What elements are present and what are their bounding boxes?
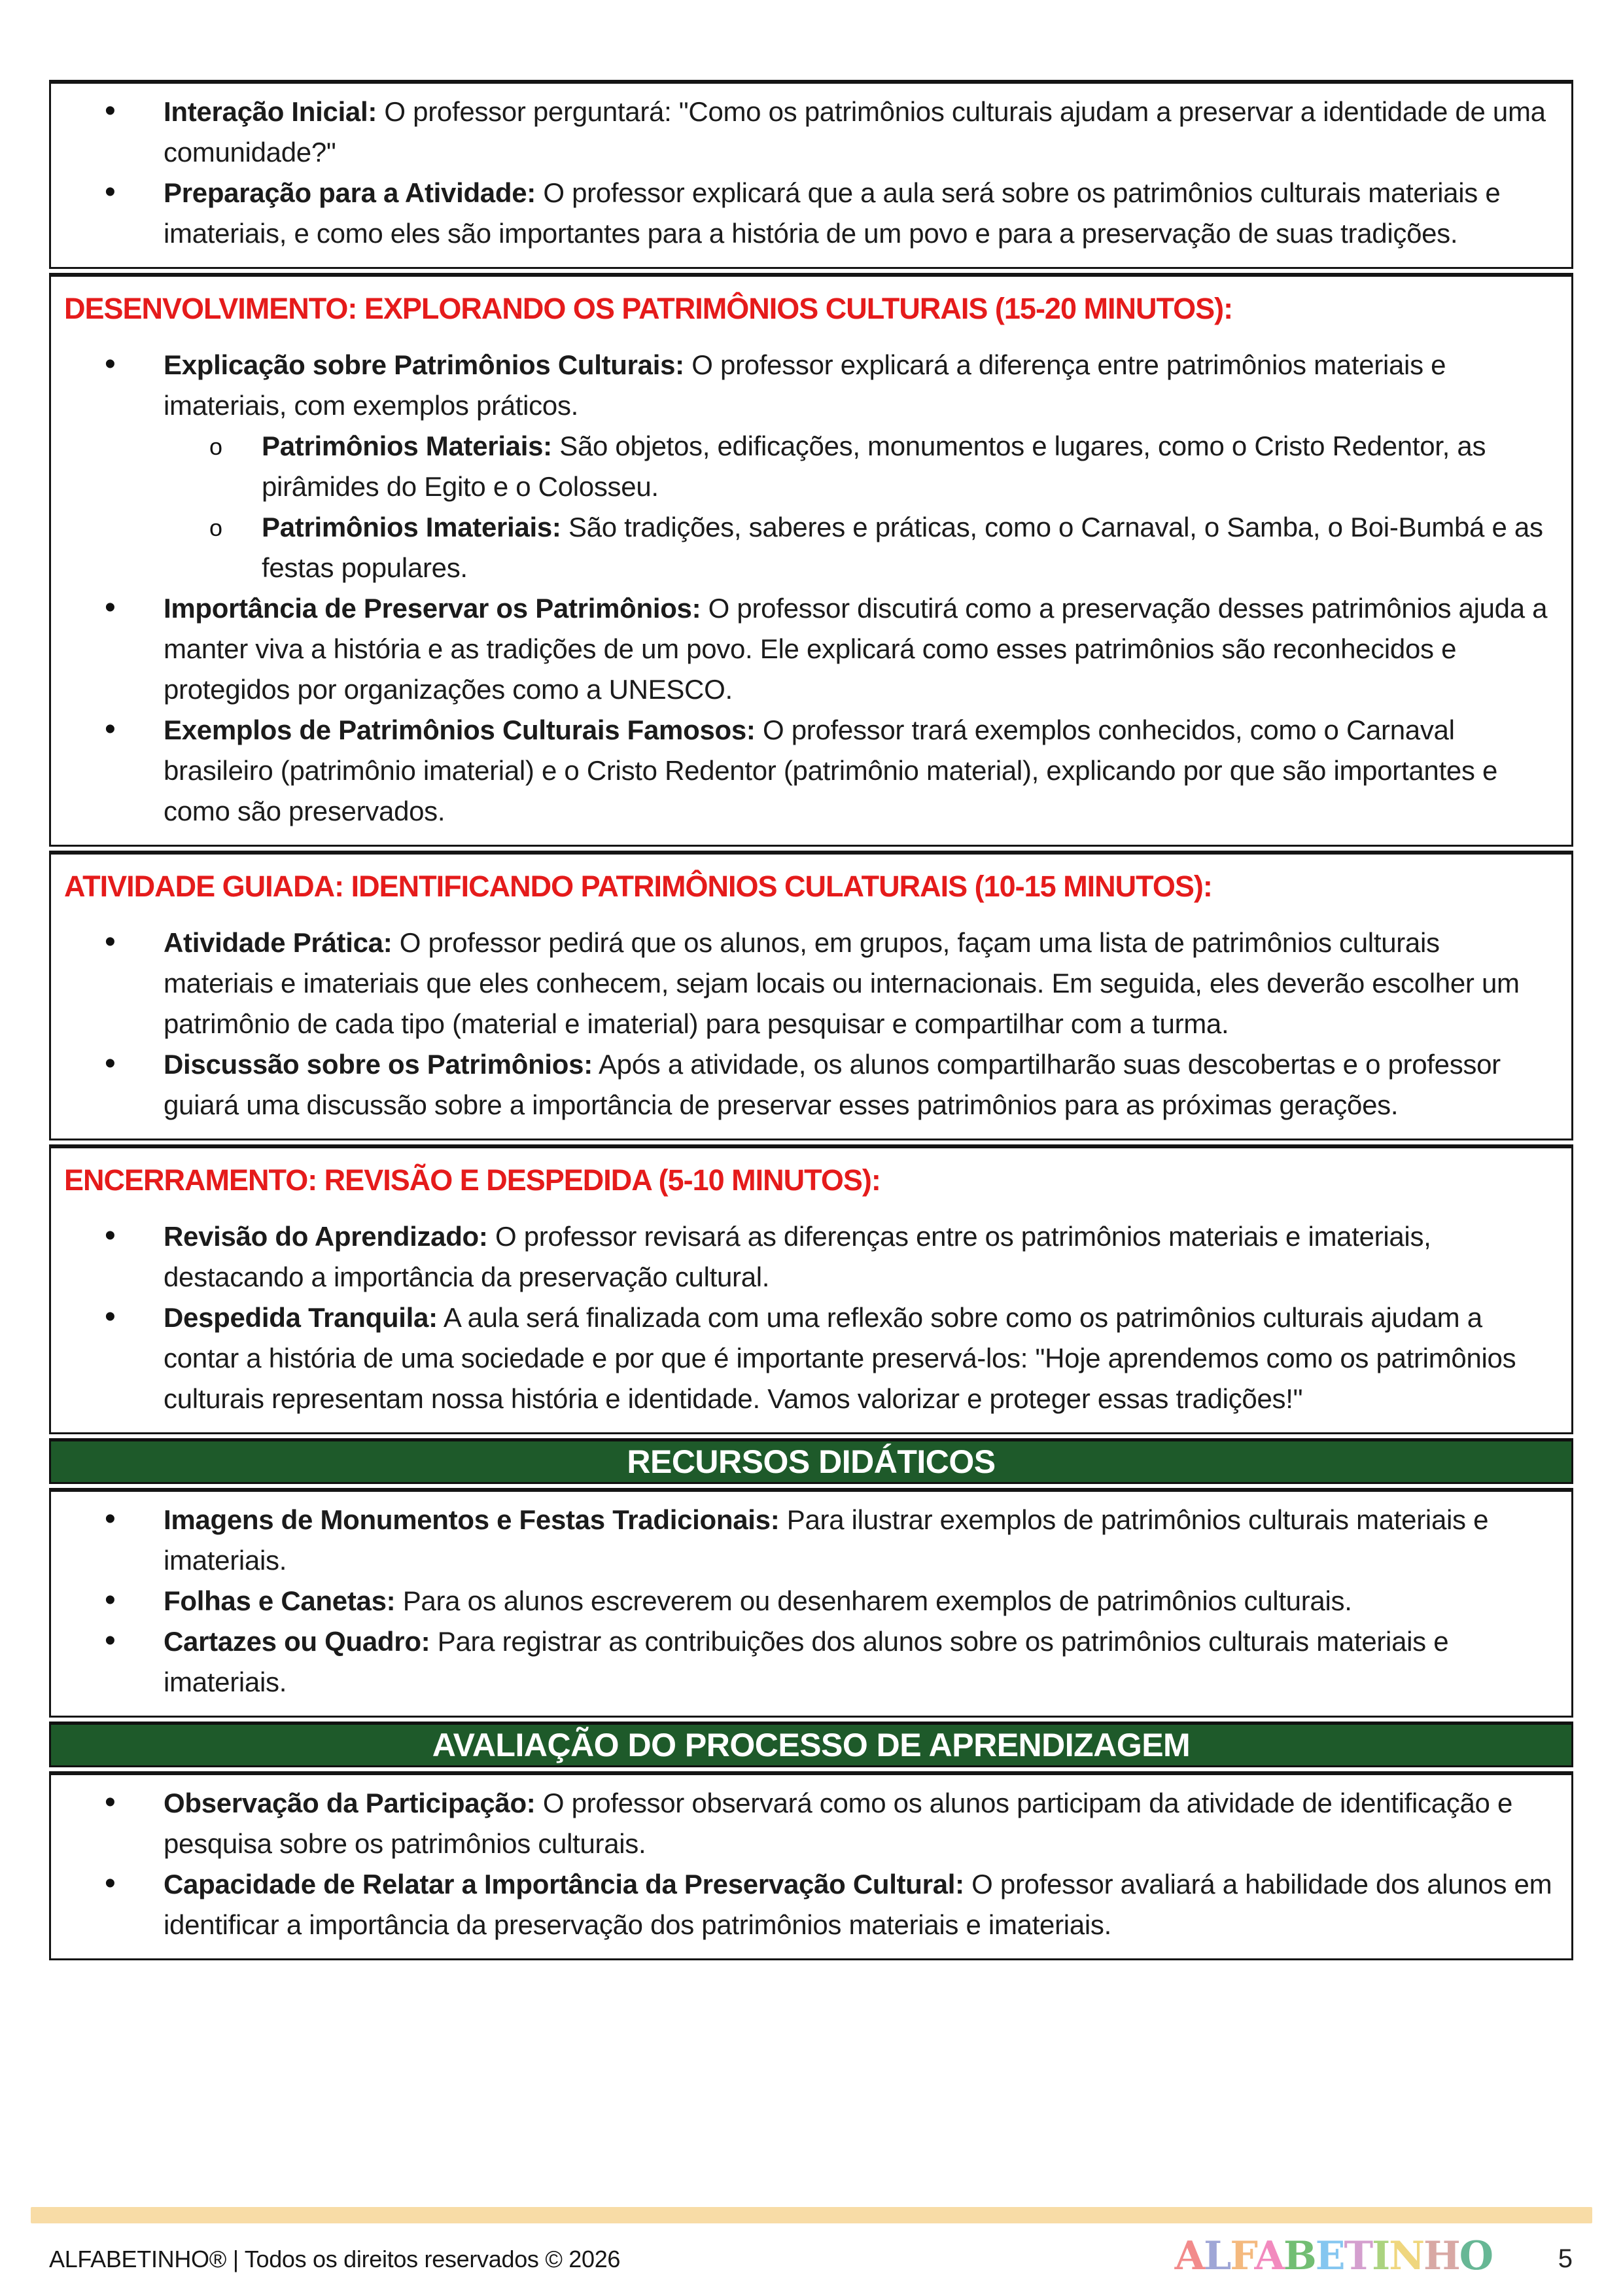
bullet-label: Patrimônios Imateriais: [262, 512, 561, 542]
lesson-box-avaliacao [49, 1771, 1573, 1960]
bullet-label: Revisão do Aprendizado: [164, 1221, 488, 1252]
bullet-list [64, 345, 1553, 832]
bullet-label: Atividade Prática: [164, 927, 393, 958]
footer-accent-bar [31, 2207, 1592, 2223]
sub-list-item [164, 507, 1553, 588]
logo-letter: F [1230, 2233, 1255, 2279]
list-item [64, 1044, 1553, 1125]
bullet-text: Para os alunos escreverem ou desenharem exemplos de patrimônios culturais. [395, 1585, 1352, 1616]
bullet-label: Interação Inicial: [164, 96, 377, 127]
list-item [64, 1500, 1553, 1581]
bullet-list [64, 923, 1553, 1125]
bullet-text: O professor avaliará a habilidade dos alunos em identificar a importância da preservação dos patrimônios materiais e imateriais. [164, 1869, 1552, 1940]
bullet-text: Para registrar as contribuições dos alunos sobre os patrimônios culturais materiais e imateriais. [164, 1626, 1449, 1697]
bullet-text: O professor perguntará: "Como os patrimônios culturais ajudam a preservar a identidade de uma comunidade?" [164, 96, 1546, 168]
banner-recursos-didaticos [49, 1438, 1573, 1484]
list-item [64, 710, 1553, 832]
section-header-encerramento: ENCERRAMENTO: REVISÃO E DESPEDIDA (5-10 MINUTOS): [64, 1163, 881, 1197]
sub-list-item [164, 426, 1553, 507]
bullet-label: Despedida Tranquila: [164, 1302, 438, 1333]
alfabetinho-logo [1174, 2233, 1492, 2279]
bullet-label: Cartazes ou Quadro: [164, 1626, 430, 1657]
banner-title: RECURSOS DIDÁTICOS [627, 1443, 996, 1480]
list-item [64, 173, 1553, 254]
bullet-label: Observação da Participação: [164, 1788, 536, 1818]
bullet-list [64, 1783, 1553, 1945]
section-header-desenvolvimento: DESENVOLVIMENTO: EXPLORANDO OS PATRIMÔNIOS CULTURAIS (15-20 MINUTOS): [64, 292, 1233, 325]
page-content [49, 80, 1573, 1964]
bullet-label: Imagens de Monumentos e Festas Tradicionais: [164, 1504, 780, 1535]
bullet-text: O professor trará exemplos conhecidos, como o Carnaval brasileiro (patrimônio imaterial) e o Cristo Redentor (patrimônio material), explicando por que são importantes e como são preservados. [164, 715, 1498, 826]
logo-letter: I [1372, 2233, 1389, 2279]
bullet-label: Folhas e Canetas: [164, 1585, 396, 1616]
list-item [64, 1864, 1553, 1945]
logo-letter: N [1389, 2233, 1424, 2279]
list-item [64, 1621, 1553, 1703]
bullet-list [64, 1216, 1553, 1419]
bullet-text: A aula será finalizada com uma reflexão sobre como os patrimônios culturais ajudam a contar a história de uma sociedade e por que é importante preservá-los: "Hoje aprendemos como os patrimônios culturais representam nossa história e identidade. Vamos valorizar e proteger essas tradições!" [164, 1302, 1516, 1414]
bullet-list [64, 92, 1553, 254]
logo-letter: A [1254, 2233, 1283, 2279]
list-item [64, 1581, 1553, 1621]
lesson-box-atividade-guiada [49, 851, 1573, 1140]
list-item [64, 345, 1553, 588]
bullet-label: Importância de Preservar os Patrimônios: [164, 593, 701, 624]
banner-title: AVALIAÇÃO DO PROCESSO DE APRENDIZAGEM [432, 1727, 1191, 1763]
copyright-text: ALFABETINHO® | Todos os direitos reservados © 2026 [49, 2246, 621, 2272]
logo-letter: E [1315, 2233, 1344, 2279]
logo-letter: O [1459, 2233, 1492, 2279]
sub-bullet-list [164, 426, 1553, 588]
list-item [64, 923, 1553, 1044]
logo-letter: A [1174, 2233, 1204, 2279]
section-header-atividade-guiada: ATIVIDADE GUIADA: IDENTIFICANDO PATRIMÔNIOS CULATURAIS (10-15 MINUTOS): [64, 870, 1212, 903]
list-item [64, 1216, 1553, 1298]
bullet-label: Exemplos de Patrimônios Culturais Famosos: [164, 715, 756, 745]
bullet-label: Discussão sobre os Patrimônios: [164, 1049, 593, 1080]
bullet-text: O professor pedirá que os alunos, em grupos, façam uma lista de patrimônios culturais materiais e imateriais que eles conhecem, sejam locais ou internacionais. Em seguida, eles deverão escolher um patrimônio de cada tipo (material e imaterial) para pesquisar e compartilhar com a turma. [164, 927, 1520, 1039]
bullet-label: Explicação sobre Patrimônios Culturais: [164, 349, 684, 380]
bullet-text: O professor explicará que a aula será sobre os patrimônios culturais materiais e imateriais, e como eles são importantes para a história de um povo e para a preservação de suas tradições. [164, 177, 1501, 249]
lesson-box-desenvolvimento [49, 273, 1573, 847]
bullet-text: Após a atividade, os alunos compartilharão suas descobertas e o professor guiará uma discussão sobre a importância de preservar esses patrimônios para as próximas gerações. [164, 1049, 1501, 1120]
page-number: 5 [1558, 2244, 1573, 2273]
lesson-box-introducao [49, 80, 1573, 269]
list-item [64, 588, 1553, 710]
bullet-text: O professor explicará a diferença entre patrimônios materiais e imateriais, com exemplos práticos. [164, 349, 1446, 421]
lesson-box-recursos [49, 1488, 1573, 1718]
bullet-text: O professor revisará as diferenças entre os patrimônios materiais e imateriais, destacando a importância da preservação cultural. [164, 1221, 1431, 1292]
bullet-text: São tradições, saberes e práticas, como o Carnaval, o Samba, o Boi-Bumbá e as festas populares. [262, 512, 1543, 583]
lesson-box-encerramento [49, 1144, 1573, 1434]
bullet-label: Capacidade de Relatar a Importância da Preservação Cultural: [164, 1869, 964, 1899]
bullet-label: Preparação para a Atividade: [164, 177, 536, 208]
bullet-list [64, 1500, 1553, 1703]
list-item [64, 1783, 1553, 1864]
banner-avaliacao [49, 1722, 1573, 1767]
bullet-text: Para ilustrar exemplos de patrimônios culturais materiais e imateriais. [164, 1504, 1489, 1576]
logo-letter: H [1423, 2233, 1459, 2279]
logo-letter: B [1283, 2233, 1316, 2279]
bullet-text: O professor discutirá como a preservação desses patrimônios ajuda a manter viva a história e as tradições de um povo. Ele explicará como esses patrimônios são reconhecidos e protegidos por organizações como a UNESCO. [164, 593, 1548, 705]
list-item [64, 1298, 1553, 1419]
bullet-text: São objetos, edificações, monumentos e lugares, como o Cristo Redentor, as pirâmides do Egito e o Colosseu. [262, 431, 1486, 502]
bullet-label: Patrimônios Materiais: [262, 431, 552, 461]
footer [49, 2233, 1574, 2282]
list-item [64, 92, 1553, 173]
logo-letter: L [1204, 2233, 1230, 2279]
logo-letter: T [1344, 2233, 1372, 2279]
bullet-text: O professor observará como os alunos participam da atividade de identificação e pesquisa sobre os patrimônios culturais. [164, 1788, 1512, 1859]
